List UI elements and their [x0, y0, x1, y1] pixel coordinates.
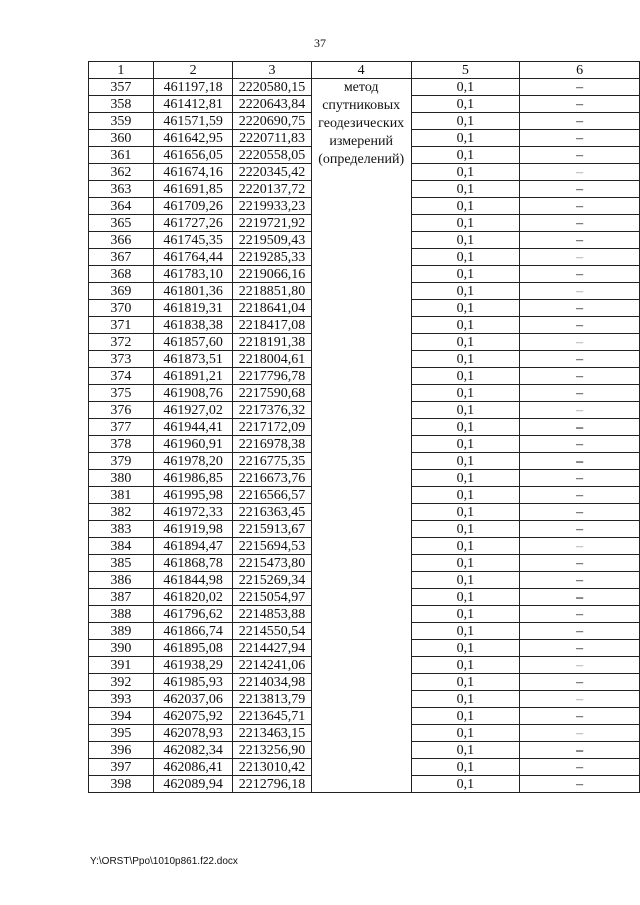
point-number-cell: 359: [89, 113, 154, 130]
y-coordinate-cell: 2216363,45: [233, 504, 311, 521]
y-coordinate-cell: 2215054,97: [233, 589, 311, 606]
note-cell: –: [520, 759, 640, 776]
accuracy-cell: 0,1: [411, 725, 519, 742]
accuracy-cell: 0,1: [411, 708, 519, 725]
accuracy-cell: 0,1: [411, 674, 519, 691]
x-coordinate-cell: 461978,20: [153, 453, 233, 470]
x-coordinate-cell: 461972,33: [153, 504, 233, 521]
accuracy-cell: 0,1: [411, 691, 519, 708]
accuracy-cell: 0,1: [411, 164, 519, 181]
x-coordinate-cell: 461838,38: [153, 317, 233, 334]
point-number-cell: 394: [89, 708, 154, 725]
note-cell: –: [520, 113, 640, 130]
accuracy-cell: 0,1: [411, 130, 519, 147]
point-number-cell: 382: [89, 504, 154, 521]
x-coordinate-cell: 462089,94: [153, 776, 233, 793]
method-line: измерений: [329, 134, 393, 149]
note-cell: –: [520, 776, 640, 793]
point-number-cell: 362: [89, 164, 154, 181]
accuracy-cell: 0,1: [411, 776, 519, 793]
accuracy-cell: 0,1: [411, 198, 519, 215]
note-cell: –: [520, 402, 640, 419]
x-coordinate-cell: 461895,08: [153, 640, 233, 657]
note-cell: –: [520, 470, 640, 487]
y-coordinate-cell: 2219933,23: [233, 198, 311, 215]
y-coordinate-cell: 2215694,53: [233, 538, 311, 555]
point-number-cell: 388: [89, 606, 154, 623]
point-number-cell: 397: [89, 759, 154, 776]
note-cell: –: [520, 351, 640, 368]
accuracy-cell: 0,1: [411, 623, 519, 640]
x-coordinate-cell: 462037,06: [153, 691, 233, 708]
x-coordinate-cell: 461844,98: [153, 572, 233, 589]
accuracy-cell: 0,1: [411, 232, 519, 249]
accuracy-cell: 0,1: [411, 300, 519, 317]
accuracy-cell: 0,1: [411, 334, 519, 351]
coordinates-table: [88, 61, 640, 793]
point-number-cell: 367: [89, 249, 154, 266]
accuracy-cell: 0,1: [411, 385, 519, 402]
y-coordinate-cell: 2213813,79: [233, 691, 311, 708]
note-cell: –: [520, 385, 640, 402]
point-number-cell: 366: [89, 232, 154, 249]
header-cell: 4: [311, 62, 411, 79]
note-cell: –: [520, 708, 640, 725]
note-cell: –: [520, 589, 640, 606]
point-number-cell: 368: [89, 266, 154, 283]
point-number-cell: 395: [89, 725, 154, 742]
header-cell: 1: [89, 62, 154, 79]
accuracy-cell: 0,1: [411, 470, 519, 487]
x-coordinate-cell: 461642,95: [153, 130, 233, 147]
x-coordinate-cell: 461938,29: [153, 657, 233, 674]
note-cell: –: [520, 487, 640, 504]
point-number-cell: 375: [89, 385, 154, 402]
y-coordinate-cell: 2220711,83: [233, 130, 311, 147]
x-coordinate-cell: 461197,18: [153, 79, 233, 96]
method-line: метод: [343, 80, 379, 95]
note-cell: –: [520, 334, 640, 351]
point-number-cell: 386: [89, 572, 154, 589]
point-number-cell: 358: [89, 96, 154, 113]
x-coordinate-cell: 461868,78: [153, 555, 233, 572]
note-cell: –: [520, 419, 640, 436]
method-line: спутниковых: [322, 98, 401, 113]
note-cell: –: [520, 657, 640, 674]
y-coordinate-cell: 2217172,09: [233, 419, 311, 436]
y-coordinate-cell: 2218851,80: [233, 283, 311, 300]
point-number-cell: 391: [89, 657, 154, 674]
note-cell: –: [520, 725, 640, 742]
y-coordinate-cell: 2216978,38: [233, 436, 311, 453]
method-cell: [311, 79, 411, 793]
x-coordinate-cell: 461986,85: [153, 470, 233, 487]
x-coordinate-cell: 461745,35: [153, 232, 233, 249]
y-coordinate-cell: 2219509,43: [233, 232, 311, 249]
point-number-cell: 361: [89, 147, 154, 164]
note-cell: –: [520, 164, 640, 181]
x-coordinate-cell: 461691,85: [153, 181, 233, 198]
y-coordinate-cell: 2215473,80: [233, 555, 311, 572]
accuracy-cell: 0,1: [411, 504, 519, 521]
x-coordinate-cell: 461908,76: [153, 385, 233, 402]
accuracy-cell: 0,1: [411, 555, 519, 572]
x-coordinate-cell: 461796,62: [153, 606, 233, 623]
x-coordinate-cell: 461960,91: [153, 436, 233, 453]
accuracy-cell: 0,1: [411, 368, 519, 385]
note-cell: –: [520, 742, 640, 759]
x-coordinate-cell: 461857,60: [153, 334, 233, 351]
y-coordinate-cell: 2216673,76: [233, 470, 311, 487]
y-coordinate-cell: 2216775,35: [233, 453, 311, 470]
accuracy-cell: 0,1: [411, 538, 519, 555]
accuracy-cell: 0,1: [411, 147, 519, 164]
point-number-cell: 396: [89, 742, 154, 759]
y-coordinate-cell: 2220690,75: [233, 113, 311, 130]
note-cell: –: [520, 96, 640, 113]
point-number-cell: 390: [89, 640, 154, 657]
point-number-cell: 389: [89, 623, 154, 640]
y-coordinate-cell: 2214034,98: [233, 674, 311, 691]
note-cell: –: [520, 215, 640, 232]
point-number-cell: 383: [89, 521, 154, 538]
y-coordinate-cell: 2220580,15: [233, 79, 311, 96]
y-coordinate-cell: 2213256,90: [233, 742, 311, 759]
x-coordinate-cell: 461727,26: [153, 215, 233, 232]
accuracy-cell: 0,1: [411, 487, 519, 504]
y-coordinate-cell: 2217590,68: [233, 385, 311, 402]
x-coordinate-cell: 461674,16: [153, 164, 233, 181]
header-cell: 2: [153, 62, 233, 79]
x-coordinate-cell: 462082,34: [153, 742, 233, 759]
accuracy-cell: 0,1: [411, 436, 519, 453]
accuracy-cell: 0,1: [411, 402, 519, 419]
note-cell: –: [520, 572, 640, 589]
y-coordinate-cell: 2220345,42: [233, 164, 311, 181]
x-coordinate-cell: 461783,10: [153, 266, 233, 283]
y-coordinate-cell: 2218191,38: [233, 334, 311, 351]
accuracy-cell: 0,1: [411, 113, 519, 130]
note-cell: –: [520, 130, 640, 147]
x-coordinate-cell: 461995,98: [153, 487, 233, 504]
y-coordinate-cell: 2216566,57: [233, 487, 311, 504]
header-cell: 6: [520, 62, 640, 79]
point-number-cell: 364: [89, 198, 154, 215]
note-cell: –: [520, 79, 640, 96]
point-number-cell: 365: [89, 215, 154, 232]
y-coordinate-cell: 2214427,94: [233, 640, 311, 657]
accuracy-cell: 0,1: [411, 215, 519, 232]
y-coordinate-cell: 2212796,18: [233, 776, 311, 793]
method-line: геодезических: [318, 116, 405, 131]
x-coordinate-cell: 461571,59: [153, 113, 233, 130]
x-coordinate-cell: 461412,81: [153, 96, 233, 113]
y-coordinate-cell: 2218004,61: [233, 351, 311, 368]
x-coordinate-cell: 461819,31: [153, 300, 233, 317]
y-coordinate-cell: 2215269,34: [233, 572, 311, 589]
y-coordinate-cell: 2220137,72: [233, 181, 311, 198]
point-number-cell: 374: [89, 368, 154, 385]
note-cell: –: [520, 232, 640, 249]
point-number-cell: 392: [89, 674, 154, 691]
accuracy-cell: 0,1: [411, 572, 519, 589]
x-coordinate-cell: 461866,74: [153, 623, 233, 640]
x-coordinate-cell: 462086,41: [153, 759, 233, 776]
note-cell: –: [520, 504, 640, 521]
y-coordinate-cell: 2220643,84: [233, 96, 311, 113]
point-number-cell: 363: [89, 181, 154, 198]
point-number-cell: 370: [89, 300, 154, 317]
note-cell: –: [520, 555, 640, 572]
x-coordinate-cell: 461873,51: [153, 351, 233, 368]
point-number-cell: 378: [89, 436, 154, 453]
point-number-cell: 376: [89, 402, 154, 419]
x-coordinate-cell: 461764,44: [153, 249, 233, 266]
table-row: [89, 79, 640, 96]
note-cell: –: [520, 283, 640, 300]
accuracy-cell: 0,1: [411, 640, 519, 657]
header-cell: 5: [411, 62, 519, 79]
point-number-cell: 369: [89, 283, 154, 300]
note-cell: –: [520, 623, 640, 640]
point-number-cell: 398: [89, 776, 154, 793]
y-coordinate-cell: 2214241,06: [233, 657, 311, 674]
accuracy-cell: 0,1: [411, 181, 519, 198]
point-number-cell: 385: [89, 555, 154, 572]
note-cell: –: [520, 198, 640, 215]
note-cell: –: [520, 368, 640, 385]
point-number-cell: 393: [89, 691, 154, 708]
accuracy-cell: 0,1: [411, 283, 519, 300]
note-cell: –: [520, 640, 640, 657]
accuracy-cell: 0,1: [411, 317, 519, 334]
note-cell: –: [520, 674, 640, 691]
point-number-cell: 384: [89, 538, 154, 555]
y-coordinate-cell: 2220558,05: [233, 147, 311, 164]
point-number-cell: 357: [89, 79, 154, 96]
note-cell: –: [520, 521, 640, 538]
point-number-cell: 373: [89, 351, 154, 368]
x-coordinate-cell: 461891,21: [153, 368, 233, 385]
note-cell: –: [520, 538, 640, 555]
header-row: [89, 62, 640, 79]
accuracy-cell: 0,1: [411, 419, 519, 436]
x-coordinate-cell: 462078,93: [153, 725, 233, 742]
accuracy-cell: 0,1: [411, 742, 519, 759]
y-coordinate-cell: 2219285,33: [233, 249, 311, 266]
x-coordinate-cell: 461801,36: [153, 283, 233, 300]
y-coordinate-cell: 2217796,78: [233, 368, 311, 385]
note-cell: –: [520, 181, 640, 198]
note-cell: –: [520, 691, 640, 708]
accuracy-cell: 0,1: [411, 351, 519, 368]
y-coordinate-cell: 2214853,88: [233, 606, 311, 623]
x-coordinate-cell: 462075,92: [153, 708, 233, 725]
accuracy-cell: 0,1: [411, 521, 519, 538]
y-coordinate-cell: 2213010,42: [233, 759, 311, 776]
note-cell: –: [520, 249, 640, 266]
note-cell: –: [520, 436, 640, 453]
accuracy-cell: 0,1: [411, 657, 519, 674]
accuracy-cell: 0,1: [411, 79, 519, 96]
y-coordinate-cell: 2214550,54: [233, 623, 311, 640]
x-coordinate-cell: 461709,26: [153, 198, 233, 215]
accuracy-cell: 0,1: [411, 266, 519, 283]
y-coordinate-cell: 2219721,92: [233, 215, 311, 232]
y-coordinate-cell: 2217376,32: [233, 402, 311, 419]
point-number-cell: 377: [89, 419, 154, 436]
method-line: (определений): [318, 152, 405, 167]
point-number-cell: 381: [89, 487, 154, 504]
note-cell: –: [520, 266, 640, 283]
y-coordinate-cell: 2213463,15: [233, 725, 311, 742]
note-cell: –: [520, 606, 640, 623]
x-coordinate-cell: 461656,05: [153, 147, 233, 164]
note-cell: –: [520, 300, 640, 317]
point-number-cell: 380: [89, 470, 154, 487]
accuracy-cell: 0,1: [411, 606, 519, 623]
accuracy-cell: 0,1: [411, 453, 519, 470]
x-coordinate-cell: 461944,41: [153, 419, 233, 436]
accuracy-cell: 0,1: [411, 249, 519, 266]
note-cell: –: [520, 453, 640, 470]
point-number-cell: 371: [89, 317, 154, 334]
page-number: 37: [314, 36, 326, 50]
y-coordinate-cell: 2215913,67: [233, 521, 311, 538]
accuracy-cell: 0,1: [411, 759, 519, 776]
note-cell: –: [520, 147, 640, 164]
note-cell: –: [520, 317, 640, 334]
accuracy-cell: 0,1: [411, 96, 519, 113]
x-coordinate-cell: 461985,93: [153, 674, 233, 691]
y-coordinate-cell: 2218641,04: [233, 300, 311, 317]
x-coordinate-cell: 461894,47: [153, 538, 233, 555]
x-coordinate-cell: 461927,02: [153, 402, 233, 419]
x-coordinate-cell: 461820,02: [153, 589, 233, 606]
y-coordinate-cell: 2218417,08: [233, 317, 311, 334]
point-number-cell: 360: [89, 130, 154, 147]
y-coordinate-cell: 2219066,16: [233, 266, 311, 283]
y-coordinate-cell: 2213645,71: [233, 708, 311, 725]
point-number-cell: 379: [89, 453, 154, 470]
accuracy-cell: 0,1: [411, 589, 519, 606]
x-coordinate-cell: 461919,98: [153, 521, 233, 538]
file-path-footer: Y:\ORST\Ppo\1010p861.f22.docx: [90, 856, 238, 867]
point-number-cell: 372: [89, 334, 154, 351]
point-number-cell: 387: [89, 589, 154, 606]
header-cell: 3: [233, 62, 311, 79]
